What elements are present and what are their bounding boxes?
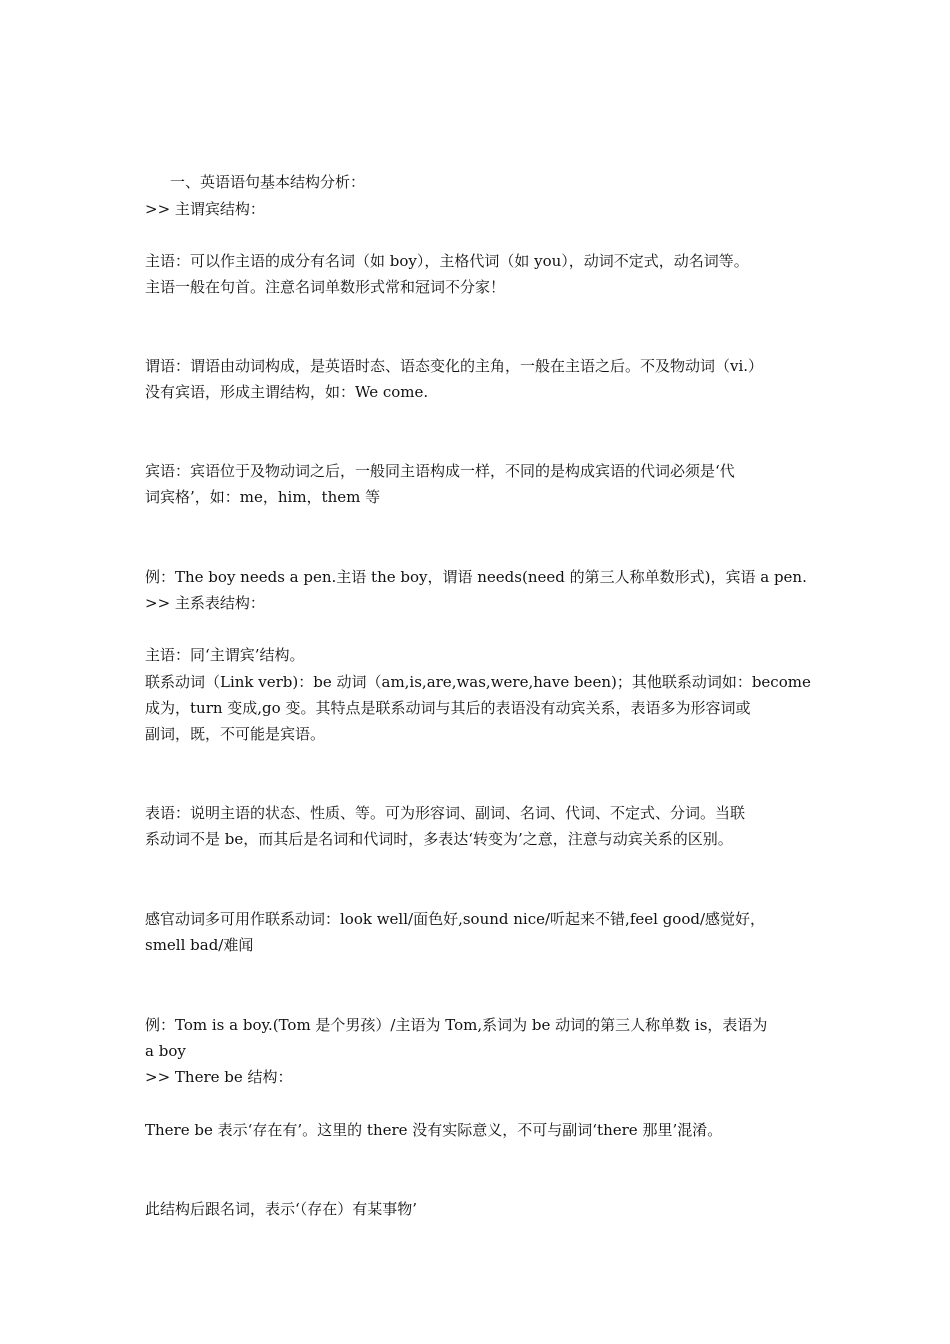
paragraph-predicate-line-1: 谓语：谓语由动词构成，是英语时态、语态变化的主角，一般在主语之后。不及物动词（vi.） (145, 357, 764, 375)
paragraph-object-line-2: 词宾格’，如：me，him，them 等 (145, 488, 381, 506)
paragraph-subject-line-2: 主语一般在句首。注意名词单数形式常和冠词不分家！ (145, 278, 506, 296)
paragraph-link-verb-line-3: 副词，既，不可能是宾语。 (145, 725, 326, 743)
paragraph-predicative-line-2: 系动词不是 be，而其后是名词和代词时，多表达‘转变为’之意，注意与动宾关系的区别。 (145, 830, 733, 848)
paragraph-link-verb-line-2: 成为，turn 变成,go 变。其特点是联系动词与其后的表语没有动宾关系，表语多为形容词或 (145, 699, 751, 717)
paragraph-link-verb-line-1: 联系动词（Link verb)：be 动词（am,is,are,was,were,have been)；其他联系动词如：become (145, 673, 811, 691)
paragraph-link-subject: 主语：同‘主谓宾’结构。 (145, 646, 305, 664)
paragraph-sense-verbs-line-1: 感官动词多可用作联系动词：look well/面色好,sound nice/听起来不错,feel good/感觉好， (145, 910, 766, 928)
example-link-line-2: a boy (145, 1042, 186, 1060)
paragraph-subject-line-1: 主语：可以作主语的成分有名词（如 boy），主格代词（如 you），动词不定式，动名词等。 (145, 252, 749, 270)
paragraph-there-be: There be 表示‘存在有’。这里的 there 没有实际意义，不可与副词‘there 那里’混淆。 (145, 1121, 723, 1139)
example-svo: 例：The boy needs a pen.主语 the boy，谓语 needs(need 的第三人称单数形式)，宾语 a pen. (145, 568, 807, 586)
subheading-there-be: >> There be 结构： (145, 1068, 293, 1086)
paragraph-object-line-1: 宾语：宾语位于及物动词之后，一般同主语构成一样，不同的是构成宾语的代词必须是‘代 (145, 462, 735, 480)
example-link-line-1: 例：Tom is a boy.(Tom 是个男孩）/主语为 Tom,系词为 be 动词的第三人称单数 is，表语为 (145, 1016, 768, 1034)
paragraph-there-be-noun: 此结构后跟名词，表示‘（存在）有某事物’ (145, 1200, 418, 1218)
paragraph-predicate-line-2: 没有宾语，形成主谓结构，如：We come. (145, 383, 429, 401)
subheading-link-verb: >> 主系表结构： (145, 594, 265, 612)
section-heading: 一、英语语句基本结构分析： (170, 173, 366, 191)
paragraph-predicative-line-1: 表语：说明主语的状态、性质、等。可为形容词、副词、名词、代词、不定式、分词。当联 (145, 804, 746, 822)
paragraph-sense-verbs-line-2: smell bad/难闻 (145, 936, 254, 954)
subheading-svo: >> 主谓宾结构： (145, 200, 265, 218)
